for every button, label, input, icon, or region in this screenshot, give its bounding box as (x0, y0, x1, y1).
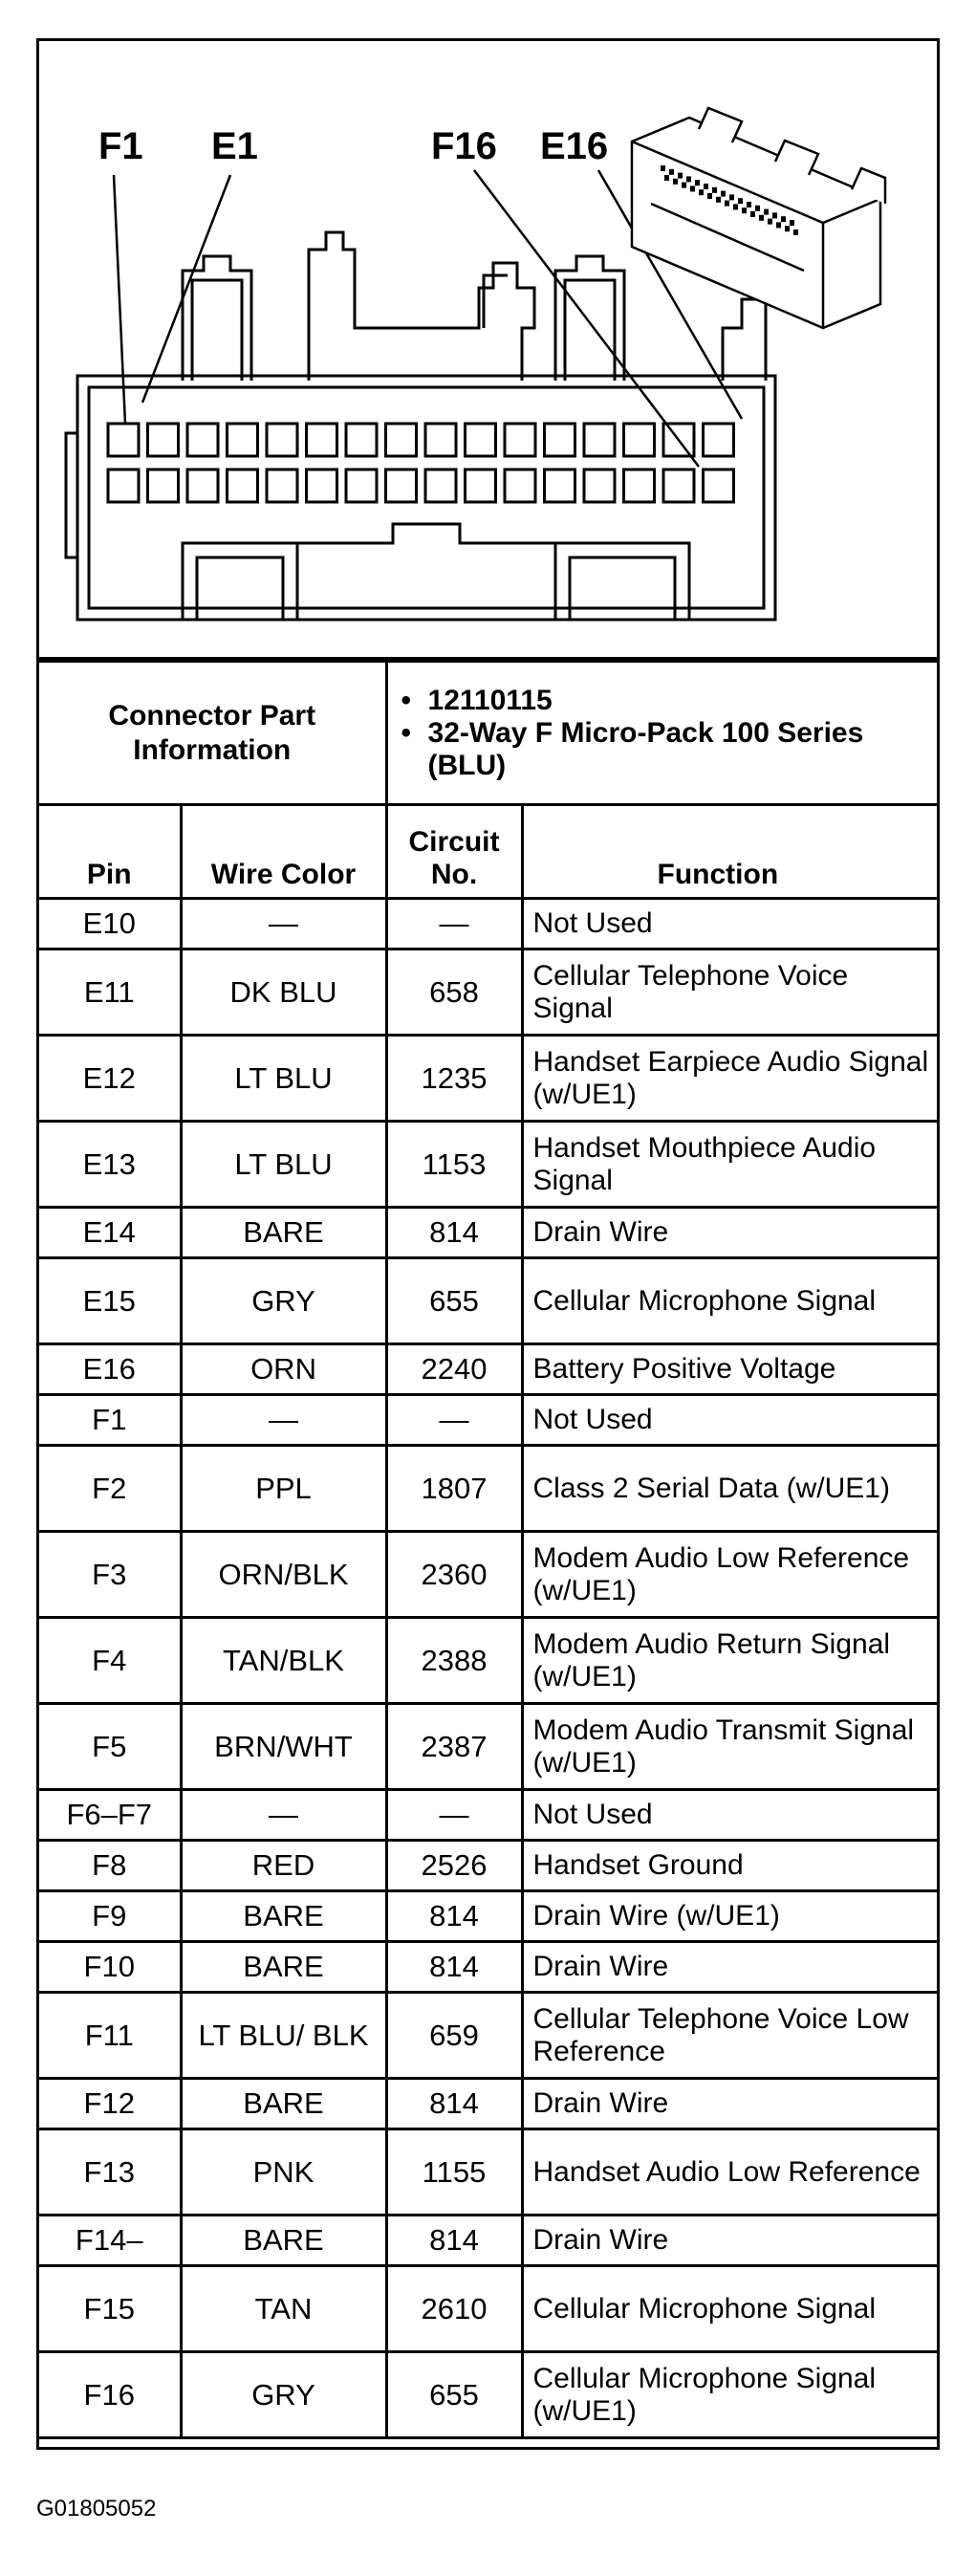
pin-cell: F12 (39, 2079, 181, 2129)
pin-cavity (346, 469, 377, 502)
pin-cavity (425, 469, 456, 502)
pinout-table (39, 660, 937, 2439)
pin-cavity (624, 469, 655, 502)
pin-cell: E11 (39, 950, 181, 1036)
circuit-no-cell: 1153 (386, 1122, 522, 1208)
circuit-no-cell: 814 (386, 2216, 522, 2266)
wire-color-cell: TAN/BLK (181, 1618, 386, 1704)
circuit-no-cell: 2360 (386, 1532, 522, 1618)
wire-color-cell: GRY (181, 1258, 386, 1344)
circuit-no-cell: 814 (386, 2079, 522, 2129)
inset-pin (669, 169, 674, 175)
pin-cell: F1 (39, 1395, 181, 1446)
table-row (39, 1344, 937, 1395)
circuit-no-cell: 655 (386, 2352, 522, 2438)
pin-cavity (386, 424, 417, 456)
pin-cell: F6–F7 (39, 1790, 181, 1841)
inset-pin (772, 212, 777, 218)
function-cell: Cellular Telephone Voice Signal (522, 950, 937, 1036)
function-cell: Class 2 Serial Data (w/UE1) (522, 1446, 937, 1532)
function-cell: Cellular Microphone Signal (w/UE1) (522, 2352, 937, 2438)
function-cell: Not Used (522, 1790, 937, 1841)
table-row (39, 2352, 937, 2438)
pin-cell: E15 (39, 1258, 181, 1344)
function-cell: Handset Audio Low Reference (522, 2129, 937, 2216)
inset-pin (664, 175, 669, 181)
pin-cavity (584, 469, 615, 502)
pin-cavity (267, 424, 297, 456)
header-function: Function (522, 805, 937, 899)
pin-cavity (386, 469, 417, 502)
pin-cell: F13 (39, 2129, 181, 2216)
function-cell: Handset Earpiece Audio Signal (w/UE1) (522, 1036, 937, 1122)
pin-cavity (505, 469, 535, 502)
wire-color-cell: LT BLU (181, 1122, 386, 1208)
function-cell: Drain Wire (522, 2079, 937, 2129)
wire-color-cell: TAN (181, 2266, 386, 2352)
table-header-row (39, 805, 937, 899)
function-cell: Cellular Microphone Signal (522, 1258, 937, 1344)
pin-cavity (346, 424, 377, 456)
table-row (39, 1841, 937, 1891)
circuit-no-cell: 2240 (386, 1344, 522, 1395)
pin-cell: E14 (39, 1208, 181, 1258)
wire-color-cell: BRN/WHT (181, 1704, 386, 1790)
circuit-no-cell: 1235 (386, 1036, 522, 1122)
circuit-no-cell: 655 (386, 1258, 522, 1344)
table-row (39, 1704, 937, 1790)
inset-pin (790, 220, 794, 226)
table-row (39, 1532, 937, 1618)
inset-pin (673, 179, 678, 185)
inset-pin (686, 176, 691, 182)
table-row (39, 1036, 937, 1122)
function-cell: Cellular Microphone Signal (522, 2266, 937, 2352)
pin-cell: E10 (39, 899, 181, 950)
wire-color-cell: PNK (181, 2129, 386, 2216)
pin-cell: F15 (39, 2266, 181, 2352)
function-cell: Not Used (522, 1395, 937, 1446)
pin-cavity (584, 424, 615, 456)
wire-color-cell: — (181, 899, 386, 950)
circuit-no-cell: 659 (386, 1993, 522, 2079)
function-cell: Drain Wire (522, 1208, 937, 1258)
pin-cavity (307, 424, 337, 456)
connector-info-row (39, 662, 937, 805)
pin-cavity (148, 424, 179, 456)
table-row (39, 950, 937, 1036)
connector-part-number: • 12110115 (401, 685, 932, 717)
inset-pin (712, 187, 717, 193)
table-row (39, 2079, 937, 2129)
function-cell: Cellular Telephone Voice Low Reference (522, 1993, 937, 2079)
inset-pin (707, 193, 712, 199)
function-cell: Modem Audio Return Signal (w/UE1) (522, 1618, 937, 1704)
function-cell: Modem Audio Transmit Signal (w/UE1) (522, 1704, 937, 1790)
pin-cell: F9 (39, 1891, 181, 1942)
pin-cavity (624, 424, 655, 456)
pin-cavity (425, 424, 456, 456)
wire-color-cell: LT BLU/ BLK (181, 1993, 386, 2079)
table-row (39, 1395, 937, 1446)
inset-pin (738, 198, 743, 204)
figure-code: G01805052 (36, 2496, 157, 2521)
pin-cavity (704, 424, 734, 456)
pin-cavity (108, 424, 139, 456)
callout-f16: F16 (431, 125, 497, 167)
connector-info-label: Connector Part Information (39, 662, 386, 805)
table-row (39, 1258, 937, 1344)
inset-pin (682, 183, 686, 188)
table-row (39, 1208, 937, 1258)
table-row (39, 1891, 937, 1942)
inset-pin (704, 184, 708, 189)
inset-pin (768, 219, 772, 225)
wire-color-cell: ORN/BLK (181, 1532, 386, 1618)
pin-cavity (545, 424, 575, 456)
wire-color-cell: BARE (181, 1891, 386, 1942)
inset-pin (747, 202, 751, 207)
pin-cell: F14– (39, 2216, 181, 2266)
wire-color-cell: LT BLU (181, 1036, 386, 1122)
wire-color-cell: PPL (181, 1446, 386, 1532)
pin-cavity (466, 469, 496, 502)
inset-pin (716, 197, 721, 203)
connector-info-details (386, 662, 937, 805)
circuit-no-cell: — (386, 1790, 522, 1841)
table-row (39, 1446, 937, 1532)
header-wire-color: Wire Color (181, 805, 386, 899)
inset-pin (725, 201, 729, 207)
pin-cavity (228, 469, 258, 502)
pin-cavity (466, 424, 496, 456)
inset-pin (755, 206, 760, 211)
callout-e16: E16 (540, 125, 609, 167)
pin-cell: F2 (39, 1446, 181, 1532)
inset-pin (661, 165, 665, 171)
function-cell: Drain Wire (522, 1942, 937, 1993)
inset-pin (729, 194, 734, 200)
inset-pin (721, 191, 726, 197)
wire-color-cell: — (181, 1395, 386, 1446)
wire-color-cell: GRY (181, 2352, 386, 2438)
header-circuit-no: Circuit No. (386, 805, 522, 899)
inset-pin (759, 215, 764, 221)
pin-cavity (267, 469, 297, 502)
pin-cavity (187, 469, 218, 502)
circuit-no-cell: 1807 (386, 1446, 522, 1532)
callout-f1: F1 (98, 125, 143, 167)
connector-description: • 32-Way F Micro-Pack 100 Series (BLU) (401, 717, 932, 782)
wire-color-cell: BARE (181, 2216, 386, 2266)
function-cell: Modem Audio Low Reference (w/UE1) (522, 1532, 937, 1618)
function-cell: Handset Mouthpiece Audio Signal (522, 1122, 937, 1208)
function-cell: Not Used (522, 899, 937, 950)
table-row (39, 2216, 937, 2266)
wire-color-cell: — (181, 1790, 386, 1841)
connector-sheet (36, 38, 940, 2450)
pin-cell: F10 (39, 1942, 181, 1993)
pin-cavity (505, 424, 535, 456)
inset-pin (742, 207, 747, 213)
circuit-no-cell: 814 (386, 1891, 522, 1942)
pin-cavity (704, 469, 734, 502)
wire-color-cell: DK BLU (181, 950, 386, 1036)
pin-cell: E12 (39, 1036, 181, 1122)
pin-cell: F16 (39, 2352, 181, 2438)
pin-cell: F11 (39, 1993, 181, 2079)
inset-pin (764, 209, 769, 215)
pin-cavity (545, 469, 575, 502)
inset-pin (695, 180, 700, 186)
inset-pin (785, 226, 790, 231)
function-cell: Handset Ground (522, 1841, 937, 1891)
circuit-no-cell: 2526 (386, 1841, 522, 1891)
circuit-no-cell: 2387 (386, 1704, 522, 1790)
circuit-no-cell: 814 (386, 1942, 522, 1993)
circuit-no-cell: 2610 (386, 2266, 522, 2352)
table-row (39, 1618, 937, 1704)
circuit-no-cell: — (386, 899, 522, 950)
pin-cavity (228, 424, 258, 456)
table-row (39, 2266, 937, 2352)
wire-color-cell: BARE (181, 1208, 386, 1258)
pin-cell: E16 (39, 1344, 181, 1395)
inset-pin (750, 211, 755, 217)
inset-pin (793, 229, 798, 235)
pin-cell: F8 (39, 1841, 181, 1891)
wire-color-cell: BARE (181, 2079, 386, 2129)
callout-e1: E1 (211, 125, 258, 167)
inset-pin (678, 173, 683, 179)
pin-cavity (307, 469, 337, 502)
inset-pin (781, 216, 786, 222)
pin-cavity (148, 469, 179, 502)
inset-pin (776, 222, 781, 228)
function-cell: Drain Wire (522, 2216, 937, 2266)
header-pin: Pin (39, 805, 181, 899)
table-row (39, 1790, 937, 1841)
circuit-no-cell: — (386, 1395, 522, 1446)
circuit-no-cell: 658 (386, 950, 522, 1036)
function-cell: Battery Positive Voltage (522, 1344, 937, 1395)
pin-cavity (663, 469, 694, 502)
wire-color-cell: ORN (181, 1344, 386, 1395)
function-cell: Drain Wire (w/UE1) (522, 1891, 937, 1942)
inset-pin (733, 204, 738, 209)
wire-color-cell: RED (181, 1841, 386, 1891)
pin-cell: F5 (39, 1704, 181, 1790)
pin-cell: F3 (39, 1532, 181, 1618)
circuit-no-cell: 2388 (386, 1618, 522, 1704)
pin-cavity (108, 469, 139, 502)
pin-cell: E13 (39, 1122, 181, 1208)
circuit-no-cell: 814 (386, 1208, 522, 1258)
pin-cell: F4 (39, 1618, 181, 1704)
pin-cavity (187, 424, 218, 456)
inset-pin (699, 189, 704, 195)
connector-diagram (39, 41, 937, 660)
wire-color-cell: BARE (181, 1942, 386, 1993)
inset-pin (690, 186, 695, 191)
table-row (39, 2129, 937, 2216)
table-row (39, 1942, 937, 1993)
table-row (39, 1122, 937, 1208)
table-row (39, 1993, 937, 2079)
circuit-no-cell: 1155 (386, 2129, 522, 2216)
table-row (39, 899, 937, 950)
